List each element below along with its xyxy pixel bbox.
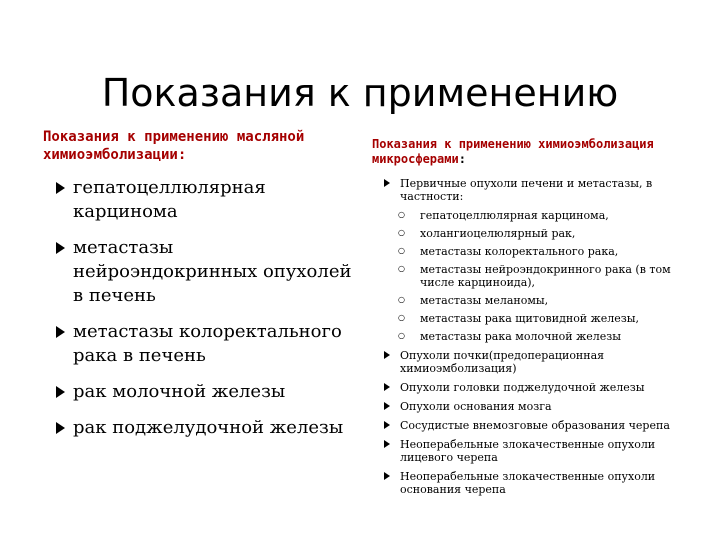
- list-item-text: Опухоли почки(предоперационная химиоэмболизация): [400, 349, 605, 375]
- list-item-text: Опухоли головки поджелудочной железы: [400, 381, 645, 394]
- right-column-heading-text: Показания к применению химиоэмболизация микросферами: [372, 137, 654, 166]
- right-column-heading: [372, 137, 694, 167]
- list-item-text: Сосудистые внемозговые образования черепа: [400, 419, 670, 432]
- triangle-bullet-icon: [384, 421, 390, 429]
- heading-colon: :: [458, 152, 466, 166]
- triangle-bullet-icon: [56, 386, 65, 398]
- sublist-item-text: метастазы колоректального рака,: [420, 245, 619, 258]
- sublist-item: [398, 227, 694, 240]
- sublist-item-text: метастазы нейроэндокринного рака (в том числе карциноида),: [420, 263, 671, 289]
- list-item-text: гепатоцеллюлярная карцинома: [73, 177, 266, 222]
- triangle-bullet-icon: [56, 182, 65, 194]
- list-item: [372, 349, 694, 375]
- circle-bullet-icon: ○: [398, 246, 405, 255]
- triangle-bullet-icon: [384, 351, 390, 359]
- list-item: [372, 470, 694, 496]
- list-item: [372, 381, 694, 394]
- triangle-bullet-icon: [384, 179, 390, 187]
- list-item: [372, 419, 694, 432]
- right-column: [372, 137, 694, 502]
- sublist-item-text: холангиоцелюлярный рак,: [420, 227, 576, 240]
- circle-bullet-icon: ○: [398, 264, 405, 273]
- triangle-bullet-icon: [56, 422, 65, 434]
- left-column-heading: Показания к применению масляной химиоэмболизации:: [43, 129, 305, 163]
- sublist-item-text: метастазы рака щитовидной железы,: [420, 312, 640, 325]
- sublist: [400, 209, 694, 343]
- list-item: [372, 400, 694, 413]
- list-item-text: метастазы колоректального рака в печень: [73, 321, 342, 366]
- sublist-item: [398, 209, 694, 222]
- left-list: [43, 176, 353, 440]
- list-item: [43, 416, 353, 440]
- list-item-text: Опухоли основания мозга: [400, 400, 552, 413]
- list-item: [372, 177, 694, 343]
- triangle-bullet-icon: [384, 472, 390, 480]
- circle-bullet-icon: ○: [398, 313, 405, 322]
- list-item-text: метастазы нейроэндокринных опухолей в печень: [73, 237, 352, 306]
- list-item: [372, 438, 694, 464]
- right-list: [372, 177, 694, 496]
- list-item: [43, 380, 353, 404]
- sublist-item: [398, 263, 694, 289]
- left-column: [43, 128, 353, 452]
- sublist-item: [398, 245, 694, 258]
- sublist-item-text: метастазы рака молочной железы: [420, 330, 622, 343]
- circle-bullet-icon: ○: [398, 295, 405, 304]
- list-item: [43, 236, 353, 308]
- sublist-item: [398, 294, 694, 307]
- list-item-text: рак поджелудочной железы: [73, 417, 344, 438]
- list-item-text: рак молочной железы: [73, 381, 286, 402]
- triangle-bullet-icon: [384, 383, 390, 391]
- triangle-bullet-icon: [384, 402, 390, 410]
- triangle-bullet-icon: [56, 242, 65, 254]
- triangle-bullet-icon: [56, 326, 65, 338]
- circle-bullet-icon: ○: [398, 331, 405, 340]
- list-item-text: Первичные опухоли печени и метастазы, в частности:: [400, 177, 653, 203]
- triangle-bullet-icon: [384, 440, 390, 448]
- list-item-text: Неоперабельные злокачественные опухоли лицевого черепа: [400, 438, 656, 464]
- sublist-item-text: метастазы меланомы,: [420, 294, 549, 307]
- page-title: Показания к применению: [101, 71, 619, 116]
- sublist-item: [398, 312, 694, 325]
- sublist-item: [398, 330, 694, 343]
- list-item-text: Неоперабельные злокачественные опухоли основания черепа: [400, 470, 656, 496]
- sublist-item-text: гепатоцеллюлярная карцинома,: [420, 209, 609, 222]
- list-item: [43, 320, 353, 368]
- list-item: [43, 176, 353, 224]
- circle-bullet-icon: ○: [398, 210, 405, 219]
- circle-bullet-icon: ○: [398, 228, 405, 237]
